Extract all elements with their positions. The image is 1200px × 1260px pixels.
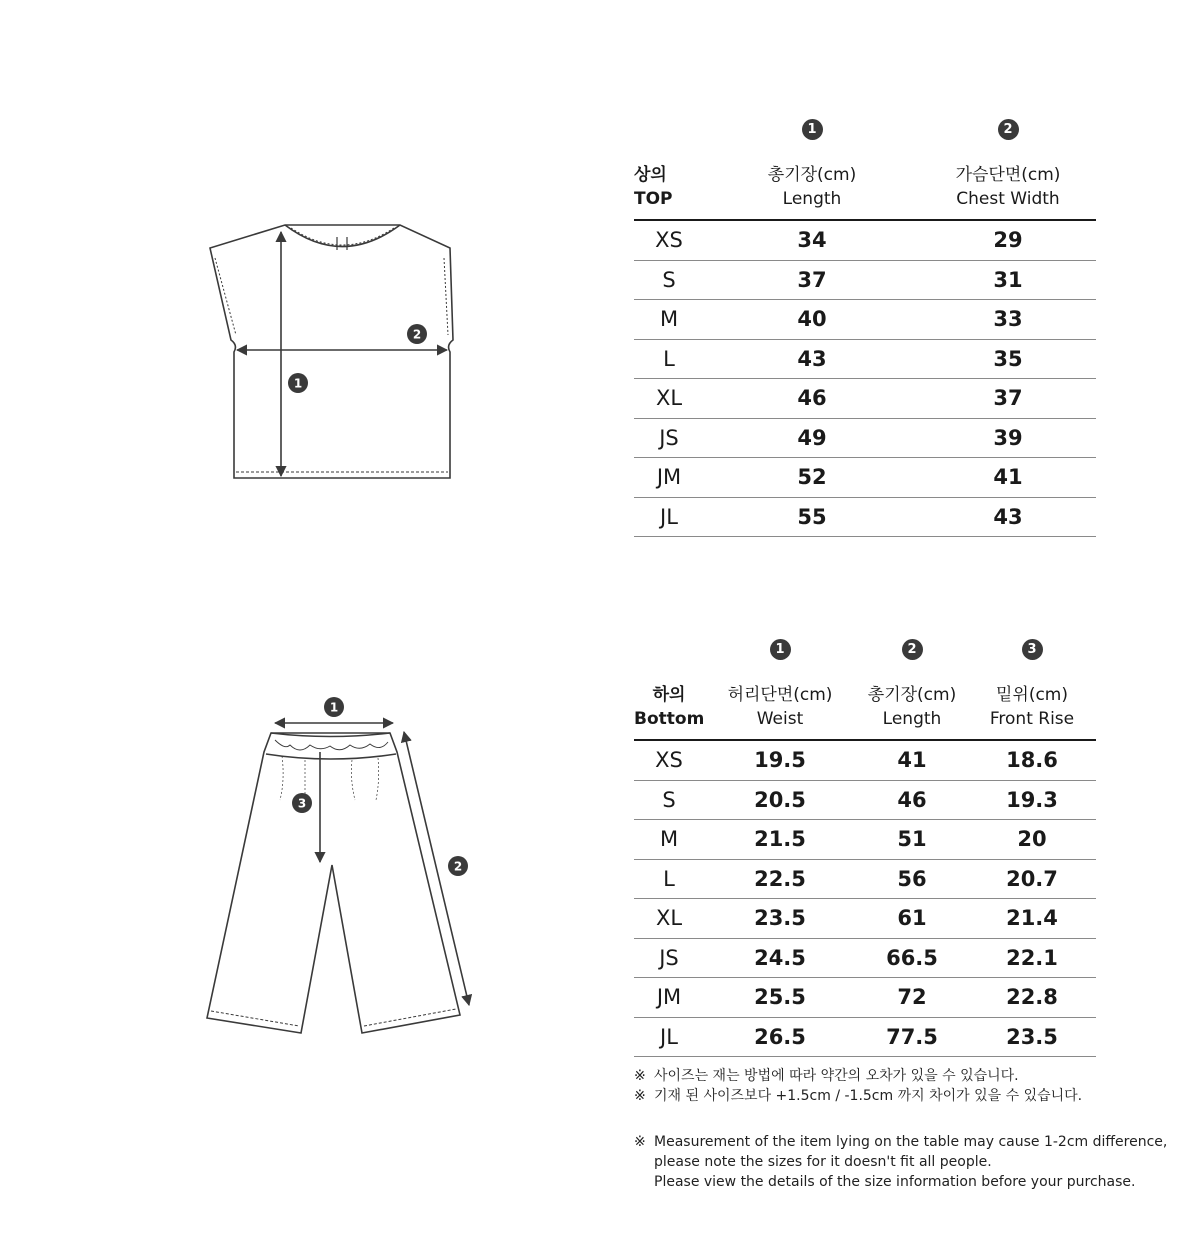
table-row	[634, 859, 1096, 899]
table-row	[634, 978, 1096, 1018]
table-row	[634, 899, 1096, 939]
chest-value: 31	[920, 260, 1096, 300]
chest-value: 35	[920, 339, 1096, 379]
front-rise-value: 18.6	[968, 740, 1096, 780]
top-garment-outline	[210, 225, 453, 478]
top-title	[634, 148, 704, 220]
chest-value: 37	[920, 379, 1096, 419]
front-rise-value: 20.7	[968, 859, 1096, 899]
front-rise-value: 23.5	[968, 1017, 1096, 1057]
size-label: XS	[634, 220, 704, 260]
column-header-length: 총기장(cm) Length	[856, 668, 968, 740]
length-value: 72	[856, 978, 968, 1018]
table-row	[634, 458, 1096, 498]
bottom-title-en: Bottom	[634, 709, 705, 729]
table-row	[634, 339, 1096, 379]
front-rise-value: 19.3	[968, 780, 1096, 820]
top-marker-row	[634, 110, 1096, 148]
chest-value: 41	[920, 458, 1096, 498]
size-label: L	[634, 859, 704, 899]
bottom-marker-row	[634, 630, 1096, 668]
bottom-size-table	[634, 630, 1096, 1057]
table-row	[634, 938, 1096, 978]
column-marker-2: 2	[998, 119, 1019, 140]
length-value: 55	[704, 497, 920, 537]
svg-text:2: 2	[453, 859, 463, 874]
top-marker-1	[288, 373, 308, 393]
waist-value: 25.5	[704, 978, 856, 1018]
length-value: 61	[856, 899, 968, 939]
chest-value: 39	[920, 418, 1096, 458]
table-row	[634, 379, 1096, 419]
note-line: ※ 기재 된 사이즈보다 +1.5cm / -1.5cm 까지 차이가 있을 수 있습니다.	[634, 1088, 1083, 1104]
table-row	[634, 820, 1096, 860]
table-row	[634, 740, 1096, 780]
chest-value: 29	[920, 220, 1096, 260]
length-value: 77.5	[856, 1017, 968, 1057]
top-title-ko: 상의	[634, 165, 667, 185]
waist-value: 20.5	[704, 780, 856, 820]
column-header-waist: 허리단면(cm) Weist	[704, 668, 856, 740]
top-title-en: TOP	[634, 189, 673, 209]
note-mark: ※	[634, 1068, 646, 1084]
size-label: JS	[634, 418, 704, 458]
length-value: 56	[856, 859, 968, 899]
size-label: JL	[634, 1017, 704, 1057]
size-label: M	[634, 820, 704, 860]
pants-marker-1	[324, 697, 344, 717]
pants-marker-3	[292, 793, 312, 813]
bottom-header-row	[634, 668, 1096, 740]
bottom-title-ko: 하의	[652, 685, 686, 705]
length-value: 52	[704, 458, 920, 498]
table-row	[634, 1017, 1096, 1057]
table-row	[634, 497, 1096, 537]
bottom-title	[634, 668, 704, 740]
size-label: S	[634, 780, 704, 820]
note-mark: ※	[634, 1088, 646, 1104]
korean-notes	[634, 1066, 1174, 1106]
size-label: JM	[634, 978, 704, 1018]
front-rise-value: 22.8	[968, 978, 1096, 1018]
svg-text:1: 1	[329, 700, 339, 715]
length-value: 34	[704, 220, 920, 260]
note-continuation: Please view the details of the size information before your purchase.	[654, 1174, 1136, 1190]
column-header-length: 총기장(cm) Length	[704, 148, 920, 220]
size-label: XS	[634, 740, 704, 780]
size-label: JS	[634, 938, 704, 978]
pants-marker-2	[448, 856, 468, 876]
english-notes	[634, 1132, 1174, 1192]
size-label: L	[634, 339, 704, 379]
size-label: S	[634, 260, 704, 300]
length-value: 66.5	[856, 938, 968, 978]
column-header-front-rise: 밑위(cm) Front Rise	[968, 668, 1096, 740]
svg-text:2: 2	[412, 327, 422, 342]
column-marker-1: 1	[802, 119, 823, 140]
waist-value: 21.5	[704, 820, 856, 860]
length-value: 46	[704, 379, 920, 419]
note-line: ※ 사이즈는 재는 방법에 따라 약간의 오차가 있을 수 있습니다.	[634, 1068, 1019, 1084]
length-value: 41	[856, 740, 968, 780]
waist-value: 24.5	[704, 938, 856, 978]
front-rise-value: 21.4	[968, 899, 1096, 939]
table-row	[634, 780, 1096, 820]
note-line: ※ Measurement of the item lying on the table may cause 1-2cm difference,	[634, 1134, 1168, 1150]
pants-outline	[207, 733, 463, 1033]
size-label: XL	[634, 379, 704, 419]
length-value: 43	[704, 339, 920, 379]
waist-value: 26.5	[704, 1017, 856, 1057]
table-row	[634, 220, 1096, 260]
size-label: XL	[634, 899, 704, 939]
column-marker-1: 1	[770, 639, 791, 660]
table-row	[634, 418, 1096, 458]
waist-value: 22.5	[704, 859, 856, 899]
front-rise-value: 22.1	[968, 938, 1096, 978]
column-header-chest-width: 가슴단면(cm) Chest Width	[920, 148, 1096, 220]
size-label: JM	[634, 458, 704, 498]
length-value: 51	[856, 820, 968, 860]
svg-text:3: 3	[297, 796, 307, 811]
table-row	[634, 300, 1096, 340]
svg-text:1: 1	[293, 376, 303, 391]
pants-diagram	[195, 685, 485, 1045]
top-size-table	[634, 110, 1096, 537]
waist-value: 23.5	[704, 899, 856, 939]
table-row	[634, 260, 1096, 300]
chest-value: 33	[920, 300, 1096, 340]
length-value: 40	[704, 300, 920, 340]
front-rise-value: 20	[968, 820, 1096, 860]
top-marker-2	[407, 324, 427, 344]
note-continuation: please note the sizes for it doesn't fit all people.	[654, 1154, 992, 1170]
top-header-row	[634, 148, 1096, 220]
length-value: 46	[856, 780, 968, 820]
column-marker-2: 2	[902, 639, 923, 660]
length-value: 37	[704, 260, 920, 300]
length-value: 49	[704, 418, 920, 458]
top-garment-diagram	[195, 210, 475, 495]
size-label: JL	[634, 497, 704, 537]
chest-value: 43	[920, 497, 1096, 537]
waist-value: 19.5	[704, 740, 856, 780]
column-marker-3: 3	[1022, 639, 1043, 660]
size-label: M	[634, 300, 704, 340]
note-mark: ※	[634, 1134, 646, 1150]
